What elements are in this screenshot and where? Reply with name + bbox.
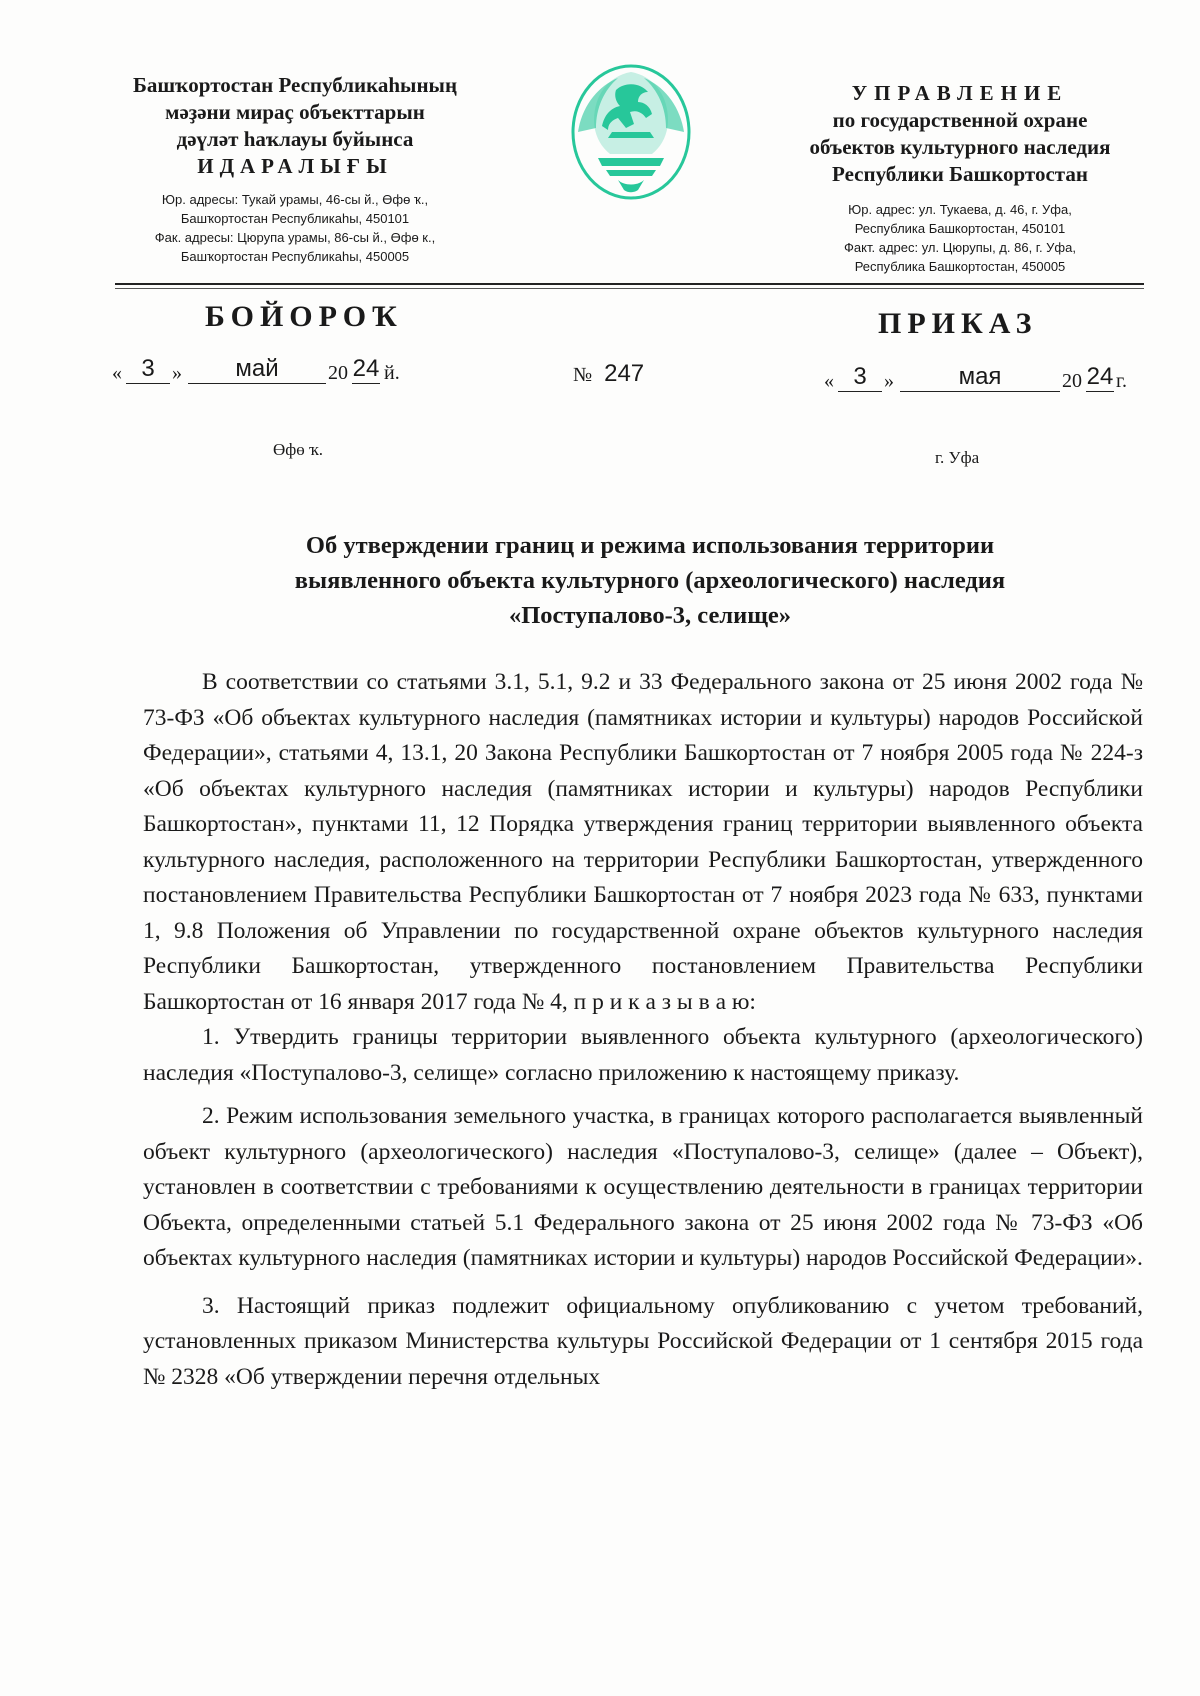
year-suffix: 24 xyxy=(1086,363,1114,390)
org-name-line: дәүләт һаҡлауы буйынса xyxy=(176,127,414,151)
year-unit: г. xyxy=(1116,370,1127,392)
org-name-line: объектов культурного наследия xyxy=(809,135,1111,159)
bashkortostan-emblem-icon xyxy=(568,62,694,202)
title-line: «Поступалово-3, селище» xyxy=(508,602,792,629)
header-left xyxy=(100,72,490,266)
date-left xyxy=(112,355,432,390)
org-name-line: Республики Башкортостан xyxy=(832,162,1088,186)
preamble-paragraph: В соответствии со статьями 3.1, 5.1, 9.2 и 33 Федерального закона от 25 июня 2002 года № 73-ФЗ «Об объектах культурного наследия (памятниках истории и культуры) народов Российской Федерации», статьями 4, 13.1, 20 Закона Республики Башкортостан от 7 ноября 2005 года № 224-з «Об объектах культурного наследия (памятниках истории и культуры) народов Республики Башкортостан», пунктами 11, 12 Порядка утверждения границ территории выявленного объекта культурного наследия, расположенного на территории Республики Башкортостан, утвержденного постановлением Правительства Республики Башкортостан от 7 ноября 2023 года № 633, пунктами 1, 9.8 Положения об Управлении по государственной охране объектов культурного наследия Республики Башкортостан, утвержденного постановлением Правительства Республики Башкортостан от 16 января 2017 года № 4, п р и к а з ы в а ю: xyxy=(143,669,1143,1015)
header-divider-thin xyxy=(115,288,1144,289)
org-address xyxy=(100,190,490,266)
org-name-line: Башҡортостан Республикаһының xyxy=(132,73,458,97)
address-line: Республика Башкортостан, 450101 xyxy=(854,221,1066,236)
number-value: 247 xyxy=(604,360,645,387)
date-month: май xyxy=(188,358,326,384)
title-line: Об утверждении границ и режима использования территории xyxy=(305,532,995,559)
doc-type-right: ПРИКАЗ xyxy=(878,307,1038,340)
address-line: Фак. адресы: Цюрупа урамы, 86-сы й., Өфө к., xyxy=(154,230,436,245)
year-prefix: 20 xyxy=(328,362,348,384)
address-line: Факт. адрес: ул. Цюрупы, д. 86, г. Уфа, xyxy=(844,240,1076,255)
city-left: Өфө ҡ. xyxy=(273,440,324,459)
header-divider xyxy=(115,283,1144,285)
document-title xyxy=(200,528,1100,633)
org-title: ИДАРАЛЫҒЫ xyxy=(197,154,393,178)
date-day: 3 xyxy=(838,366,882,392)
org-address xyxy=(770,200,1150,276)
number-sign: № xyxy=(573,364,593,386)
org-name-line: по государственной охране xyxy=(832,108,1088,132)
address-line: Башҡортостан Республикаһы, 450005 xyxy=(180,249,410,264)
address-line: Юр. адресы: Тукай урамы, 46-сы й., Өфө ҡ., xyxy=(161,192,429,207)
clause-paragraph: 3. Настоящий приказ подлежит официальному опубликованию с учетом требований, установленных приказом Министерства культуры Российской Федерации от 1 сентября 2015 года № 2328 «Об утверждении перечня отдельных xyxy=(143,1292,1143,1390)
doc-type-left: БОЙОРОҠ xyxy=(205,300,403,333)
clause-paragraph: 1. Утвердить границы территории выявленного объекта культурного (археологического) наследия «Поступалово-3, селище» согласно приложению к настоящему приказу. xyxy=(143,1024,1143,1086)
org-name-line: мәҙәни мираҫ объекттарын xyxy=(165,100,425,124)
open-quote: « xyxy=(824,370,834,392)
date-month: мая xyxy=(900,366,1060,392)
doc-number xyxy=(573,360,644,388)
open-quote: « xyxy=(112,362,122,384)
year-suffix: 24 xyxy=(352,355,380,382)
year-prefix: 20 xyxy=(1062,370,1082,392)
city-right: г. Уфа xyxy=(935,448,980,467)
close-quote: » xyxy=(884,370,894,392)
year-unit: й. xyxy=(384,362,400,384)
title-line: выявленного объекта культурного (археологического) наследия xyxy=(294,567,1006,594)
clause-paragraph: 2. Режим использования земельного участка, в границах которого располагается выявленный объект культурного (археологического) наследия «Поступалово-3, селище» (далее – Объект), установлен в соответствии с требованиями к осуществлению деятельности в границах территории Объекта, определенными статьей 5.1 Федерального закона от 25 июня 2002 года № 73-ФЗ «Об объектах культурного наследия (памятниках истории и культуры) народов Российской Федерации». xyxy=(143,1103,1143,1271)
date-right xyxy=(824,363,1146,398)
org-title: УПРАВЛЕНИЕ xyxy=(851,81,1069,105)
header-right xyxy=(770,80,1150,276)
document-body xyxy=(143,665,1143,1395)
address-line: Республика Башкортостан, 450005 xyxy=(854,259,1066,274)
address-line: Юр. адрес: ул. Тукаева, д. 46, г. Уфа, xyxy=(848,202,1072,217)
close-quote: » xyxy=(172,362,182,384)
date-day: 3 xyxy=(126,358,170,384)
address-line: Башҡортостан Республикаһы, 450101 xyxy=(180,211,410,226)
